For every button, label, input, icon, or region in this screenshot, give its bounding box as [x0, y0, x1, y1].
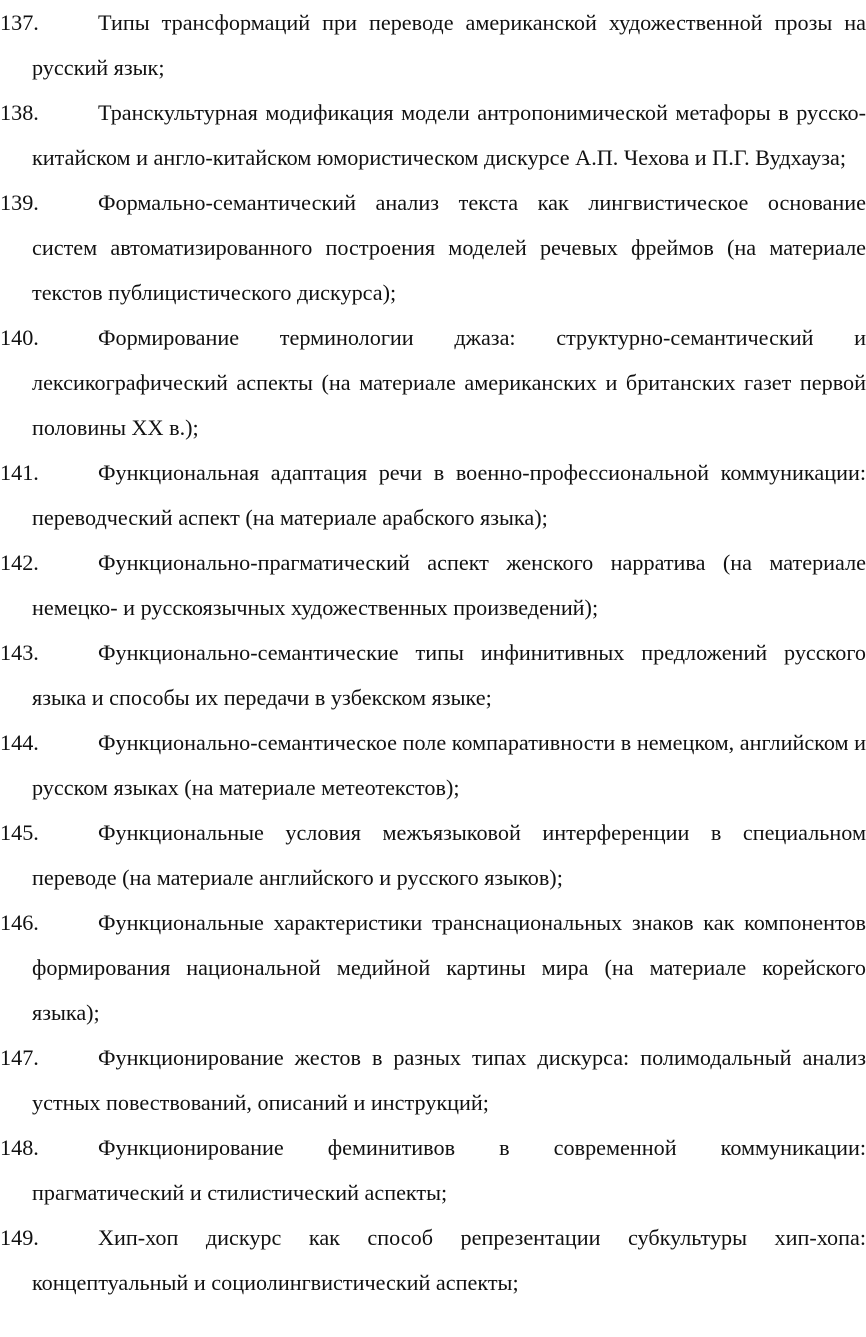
item-text: Функциональные условия межъязыковой интерференции в специальном переводе (на материале английского и русского языков); — [32, 820, 866, 890]
list-item — [0, 1125, 866, 1215]
item-text: Типы трансформаций при переводе американской художественной прозы на русский язык; — [32, 10, 866, 80]
item-number: 141. — [0, 460, 39, 485]
item-number: 144. — [0, 730, 39, 755]
list-item — [0, 810, 866, 900]
list-item — [0, 1215, 866, 1305]
item-number: 139. — [0, 190, 39, 215]
item-text: Хип-хоп дискурс как способ репрезентации субкультуры хип-хопа: концептуальный и социолингвистический аспекты; — [32, 1225, 866, 1295]
list-item — [0, 180, 866, 315]
item-text: Функционально-семантическое поле компаративности в немецком, английском и русском языках (на материале метеотекстов); — [32, 730, 866, 800]
list-item — [0, 720, 866, 810]
list-item — [0, 315, 866, 450]
item-number: 147. — [0, 1045, 39, 1070]
list-item — [0, 900, 866, 1035]
list-item — [0, 540, 866, 630]
item-number: 140. — [0, 325, 39, 350]
item-text: Функционирование феминитивов в современной коммуникации: прагматический и стилистический аспекты; — [32, 1135, 866, 1205]
item-text: Формально-семантический анализ текста как лингвистическое основание систем автоматизированного построения моделей речевых фреймов (на материале текстов публицистического дискурса); — [32, 190, 866, 305]
item-text: Функционирование жестов в разных типах дискурса: полимодальный анализ устных повествований, описаний и инструкций; — [32, 1045, 866, 1115]
list-item — [0, 1035, 866, 1125]
list-item — [0, 630, 866, 720]
item-number: 142. — [0, 550, 39, 575]
item-text: Функциональная адаптация речи в военно-профессиональной коммуникации: переводческий аспект (на материале арабского языка); — [32, 460, 866, 530]
item-text: Функционально-прагматический аспект женского нарратива (на материале немецко- и русскоязычных художественных произведений); — [32, 550, 866, 620]
item-text: Функциональные характеристики транснациональных знаков как компонентов формирования национальной медийной картины мира (на материале корейского языка); — [32, 910, 866, 1025]
list-item — [0, 450, 866, 540]
item-number: 138. — [0, 100, 39, 125]
item-number: 145. — [0, 820, 39, 845]
list-item — [0, 0, 866, 90]
item-number: 149. — [0, 1225, 39, 1250]
item-number: 146. — [0, 910, 39, 935]
item-text: Транскультурная модификация модели антропонимической метафоры в русско-китайском и англо-китайском юмористическом дискурсе А.П. Чехова и П.Г. Вудхауза; — [32, 100, 866, 170]
item-number: 148. — [0, 1135, 39, 1160]
item-text: Формирование терминологии джаза: структурно-семантический и лексикографический аспекты (на материале американских и британских газет первой половины XX в.); — [32, 325, 866, 440]
item-number: 137. — [0, 10, 39, 35]
item-text: Функционально-семантические типы инфинитивных предложений русского языка и способы их передачи в узбекском языке; — [32, 640, 866, 710]
list-item — [0, 90, 866, 180]
item-number: 143. — [0, 640, 39, 665]
